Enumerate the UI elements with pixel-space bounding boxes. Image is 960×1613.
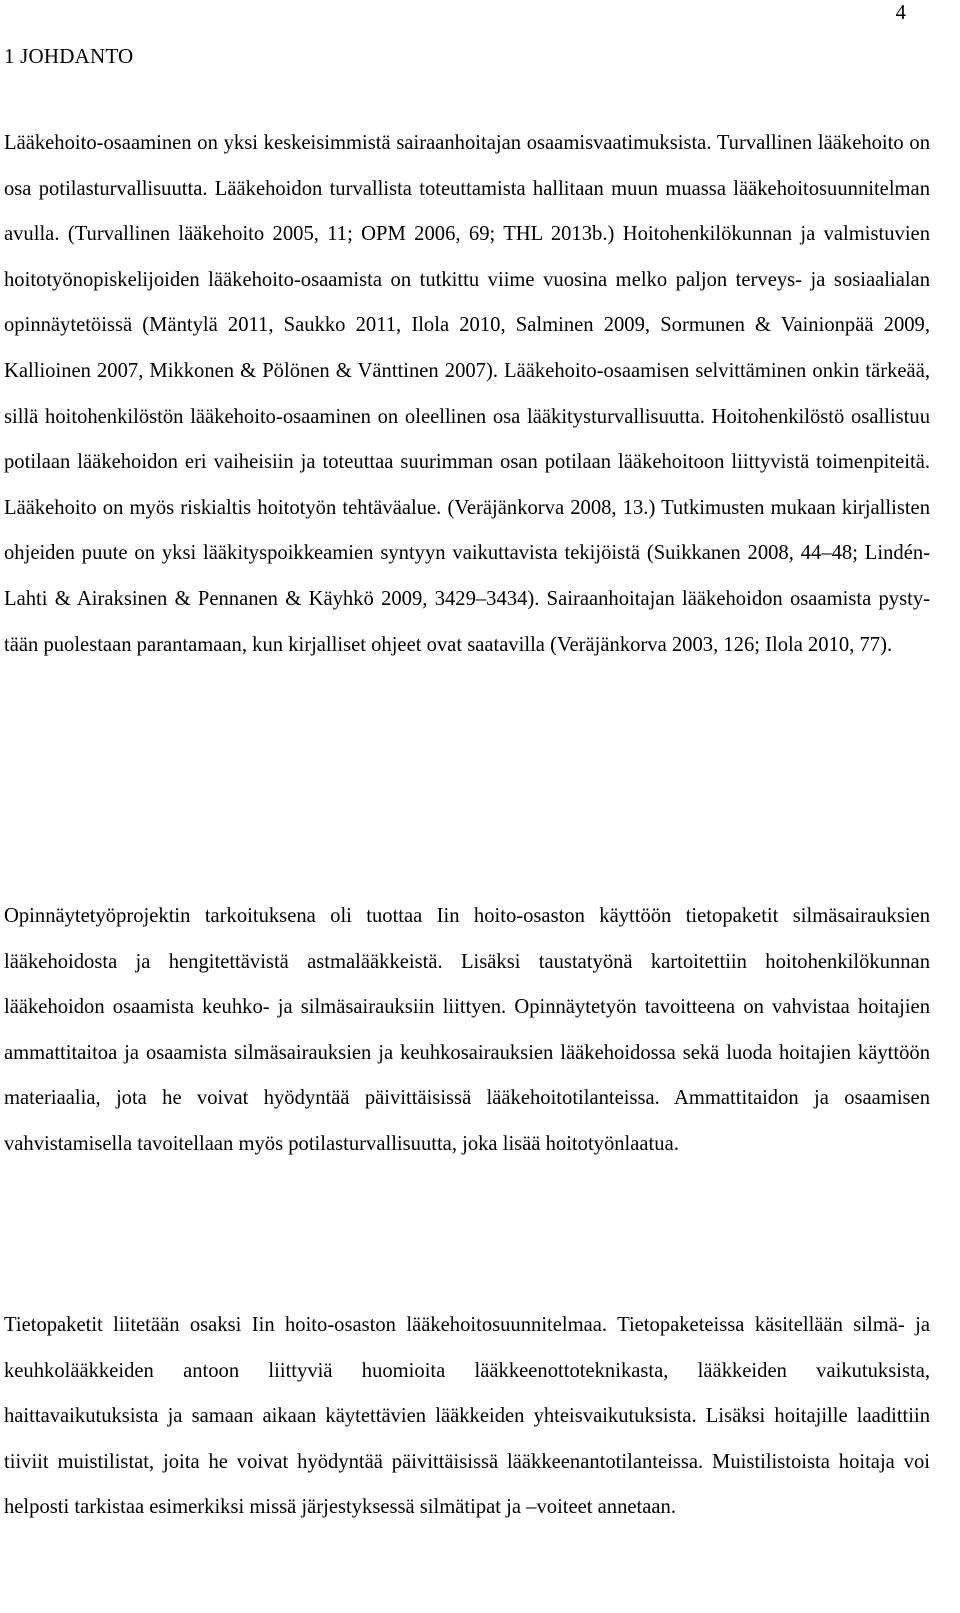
body-paragraph: Lääkehoito-osaaminen on yksi keskeisimmistä sairaanhoitajan osaamisvaatimuksista. Turvallinen lääkehoito on osa potilasturvallisuutta. Lääkehoidon turvallista toteuttamista hallitaan muun muassa lääkehoitosuunnitelman avulla. (Turvallinen lääkehoito 2005, 11; OPM 2006, 69; THL 2013b.) Hoitohenkilökunnan ja valmistuvien hoitotyönopiskelijoiden lääkehoito-osaamista on tutkittu viime vuosina melko paljon terveys- ja sosiaalialan opinnäytetöissä (Mäntylä 2011, Saukko 2011, Ilola 2010, Salminen 2009, Sormunen & Vainionpää 2009, Kallioinen 2007, Mikkonen & Pölönen & Vänttinen 2007). Lääkehoito-osaamisen selvittäminen onkin tärkeää, sillä hoitohenkilöstön lääkehoito-osaaminen on oleellinen osa lääkitysturvallisuutta. Hoitohenkilöstö osallistuu potilaan lääkehoidon eri vaiheisiin ja toteuttaa suurimman osan potilaan lääkehoitoon liittyvistä toimenpiteitä. Lääkehoito on myös riskialtis hoitotyön tehtäväalue. (Veräjänkorva 2008, 13.) Tutkimusten mukaan kirjallisten ohjeiden puute on yksi lääkityspoikkeamien syntyyn vaikuttavista tekijöistä (Suikkanen 2008, 44–48; Lindén-Lahti & Airaksinen & Pennanen & Käyhkö 2009, 3429–3434). Sairaanhoitajan lääkehoidon osaamista pystytään puolestaan parantamaan, kun kirjalliset ohjeet ovat saatavilla (Veräjänkorva 2003, 126; Ilola 2010, 77). xyxy=(4,132,930,656)
page-number: 4 xyxy=(895,0,906,24)
chapter-heading: 1 JOHDANTO xyxy=(4,44,134,68)
body-paragraph: Opinnäytetyöprojektin tarkoituksena oli tuottaa Iin hoito-osaston käyttöön tietopaketit silmäsairauksien lääkehoidosta ja hengitettävistä astmalääkkeistä. Lisäksi taustatyönä kartoitettiin hoitohenkilökunnan lääkehoidon osaamista keuhko- ja silmäsairauksiin liittyen. Opinnäytetyön tavoitteena on vahvistaa hoitajien ammattitaitoa ja osaamista silmäsairauksien ja keuhkosairauksien lääkehoidossa sekä luoda hoitajien käyttöön materiaalia, jota he voivat hyödyntää päivittäisissä lääkehoitotilanteissa. Ammattitaidon ja osaamisen vahvistamisella tavoitellaan myös potilasturvallisuutta, joka lisää hoitotyönlaatua. xyxy=(4,905,930,1155)
body-paragraph: Tietopaketit liitetään osaksi Iin hoito-osaston lääkehoitosuunnitelmaa. Tietopaketeissa käsitellään silmä- ja keuhkolääkkeiden antoon liittyviä huomioita lääkkeenottoteknikasta, lääkkeiden vaikutuksista, haittavaikutuksista ja samaan aikaan käytettävien lääkkeiden yhteisvaikutuksista. Lisäksi hoitajille laadittiin tiiviit muistilistat, joita he voivat hyödyntää päivittäisissä lääkkeenantotilanteissa. Muistilistoista hoitaja voi helposti tarkistaa esimerkiksi missä järjestyksessä silmätipat ja –voiteet annetaan. xyxy=(4,1314,930,1519)
